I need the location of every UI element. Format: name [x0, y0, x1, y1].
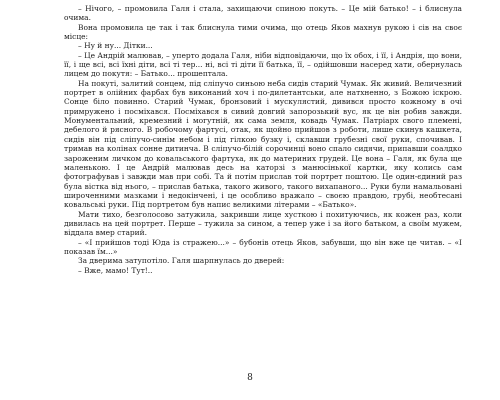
paragraph-2: Вона промовила це так і так блиснула тими очима, що отець Яков махнув рукою і сів на своє місце: [64, 22, 462, 42]
paragraph-8: За дверима затупотіло. Галя шарпнулась до дверей: [78, 256, 285, 266]
paragraph-6: Мати тихо, безголосово затужила, закривши лице хусткою і похитуючись, як кожен раз, коли дивилась на цей портрет. Перше – тужила за сином, а тепер уже і за його батьком, а своїм мужем, віддала вмер старий. [64, 209, 462, 238]
paragraph-3: – Ну й ну... Дітки... [78, 41, 153, 51]
paragraph-4: – Це Андрій малював, – уперто додала Галя, ніби відповідаючи, що їх обох, і її, і Андрія, що вони, її, і ще всі, всі їхні діти, всі ті тер... ні, всі ті діти її батька, її, – одійшовши насеред хати, обернулась лицем до покутя: – Батько... прошептала. [64, 50, 462, 79]
paragraph-5: На покуті, залитий сонцем, під сліпучо синьою неба сидів старий Чумак. Як живий. Величезний портрет в олійних фарбах був виконаний хоч і по-дилетантськи, але натхненно, з Божою іскрою. Сонце біло повинно. Старий Чумак, бронзовий і мускулястий, дивився просто кожному в очі примружено і посміхався. Посміхався в сивий довгий запорозький вус, як це він робив завжди. Монументальний, кремезний і могутній, як сама земля, ковадь Чумак. Патріарх свого племені, дебелого й рясного. В робочому фартусі, отак, як щойно прийшов з роботи, лише скинув кашкета, сидів він під сліпучо-синім небом і під гілкою бузку і, склавши грубезні свої руки, спочивав. І тримав на колінах сонне дитинча. В сліпучо-білій сорочинці воно спало сидячи, припавши соалдко зароженим личком до ковальського фартуха, як до материних грудей. Це вона – Галя, як була ще маленькою. І це Андрій малював десь на каторзі з манюсінької картки, яку колись сам фотографував і завжди мав при собі. Та й потім прислав той портрет поштою. Це один-єдиний раз була вістка від нього, – прислав батька, такого живого, такого вихапаного... Руки були намальовані широченними мазками і недокінчені, і це особливо вражало – своєю правдою, грубі, необтесані ковальські руки. Під портретом був напис великими літерами – «Батько». [64, 78, 462, 210]
body-text [64, 4, 462, 275]
paragraph-7: – «І прийшов тоді Юда із стражею...» – бубонів отець Яков, забувши, що він вже це читав. – «І показав їм...» [64, 237, 462, 256]
paragraph-1: – Нічого, – промовила Галя і стала, захищаючи спиною покуть. – Це мій батько! – і блиснула очима. [64, 4, 462, 23]
paragraph-9: – Вже, мамо! Тут!.. [78, 265, 153, 275]
page-number: 8 [247, 373, 253, 383]
